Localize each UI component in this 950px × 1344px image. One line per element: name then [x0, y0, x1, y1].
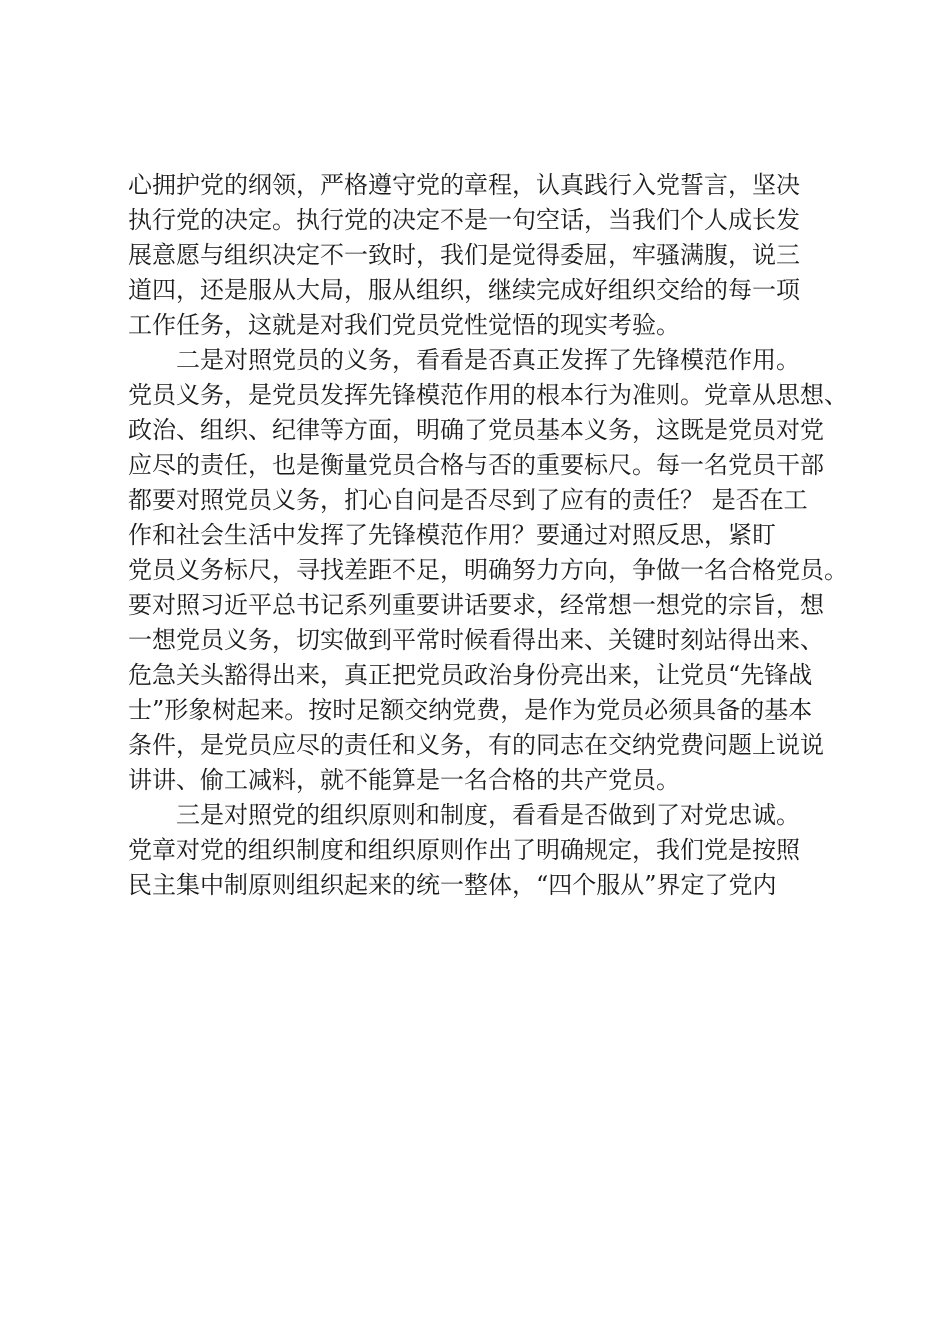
paragraph-heading-line: 二是对照党员的义务，看看是否真正发挥了先锋模范作用。: [176, 346, 800, 374]
text-line: 政治、组织、纪律等方面，明确了党员基本义务，这既是党员对党: [128, 416, 824, 444]
text-line: 一想党员义务，切实做到平常时候看得出来、关键时刻站得出来、: [128, 626, 824, 654]
text-line: 执行党的决定。执行党的决定不是一句空话，当我们个人成长发: [128, 206, 800, 234]
text-line: 讲讲、偷工减料，就不能算是一名合格的共产党员。: [128, 766, 680, 794]
text-line: 党员义务标尺，寻找差距不足，明确努力方向，争做一名合格党员。: [128, 556, 848, 584]
text-line: 心拥护党的纲领，严格遵守党的章程，认真践行入党誓言，坚决: [128, 171, 800, 199]
text-line: 道四，还是服从大局，服从组织，继续完成好组织交给的每一项: [128, 276, 800, 304]
text-line: 作和社会生活中发挥了先锋模范作用？要通过对照反思，紧盯: [128, 521, 776, 549]
text-line: 士”形象树起来。按时足额交纳党费，是作为党员必须具备的基本: [128, 696, 813, 724]
text-line: 工作任务，这就是对我们党员党性觉悟的现实考验。: [128, 311, 680, 339]
text-line: 危急关头豁得出来，真正把党员政治身份亮出来，让党员“先锋战: [128, 661, 813, 689]
text-line: 要对照习近平总书记系列重要讲话要求，经常想一想党的宗旨，想: [128, 591, 824, 619]
text-line: 应尽的责任，也是衡量党员合格与否的重要标尺。每一名党员干部: [128, 451, 824, 479]
text-line: 都要对照党员义务，扪心自问是否尽到了应有的责任？ 是否在工: [128, 486, 808, 514]
text-line: 条件，是党员应尽的责任和义务，有的同志在交纳党费问题上说说: [128, 731, 824, 759]
paragraph-heading-line: 三是对照党的组织原则和制度，看看是否做到了对党忠诚。: [176, 801, 800, 829]
text-line: 民主集中制原则组织起来的统一整体，“四个服从”界定了党内: [128, 871, 777, 899]
text-line: 展意愿与组织决定不一致时，我们是觉得委屈，牢骚满腹，说三: [128, 241, 800, 269]
body-text: [128, 168, 858, 903]
text-line: 党员义务，是党员发挥先锋模范作用的根本行为准则。党章从思想、: [128, 381, 848, 409]
text-line: 党章对党的组织制度和组织原则作出了明确规定，我们党是按照: [128, 836, 800, 864]
